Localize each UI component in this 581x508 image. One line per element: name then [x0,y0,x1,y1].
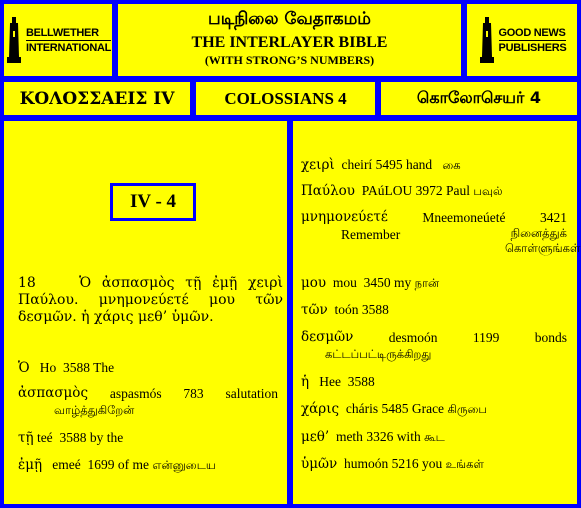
verse-text [18,275,283,326]
verse-label: IV - 4 [110,183,196,221]
word-entry: μου mou 3450 my நான் [301,275,440,291]
tower-icon [5,17,23,63]
word-entry: τῶν toón 3588 [301,302,389,318]
logo-right-line2: PUBLISHERS [498,41,567,54]
tamil-title: படிநிலை வேதாகமம் [208,9,371,29]
bible-subtitle: (WITH STRONG’S NUMBERS) [204,53,375,67]
bellwether-logo [4,4,112,76]
word-entry: ἡ Hee 3588 [301,374,375,390]
left-panel [4,121,287,504]
word-entry: ἐμῇ emeé 1699 of me என்னுடைய [18,457,216,473]
word-entry: Παύλου PAúLOU 3972 Paul பவுல் [301,183,503,199]
verse-number: 18 [18,275,36,291]
word-entry: Ὁ Ho 3588 The [18,360,115,376]
bible-title: THE INTERLAYER BIBLE [191,34,388,51]
word-entry: τῇ teé 3588 by the [18,430,124,446]
logo-left-line1: BELLWETHER [26,26,111,41]
logo-left-line2: INTERNATIONAL [25,41,112,54]
logo-right-line1: GOOD NEWS [498,26,566,39]
word-entry: ἀσπασμὸς aspasmós 783 salutation வாழ்த்துகிறேன் [18,385,278,417]
word-entry: χάρις cháris 5485 Grace கிருபை [301,401,487,417]
title-header [118,4,461,76]
word-entry: δεσμῶν desmoón 1199 bonds கட்டப்பட்டிருக்கிறது [301,329,567,361]
word-entry: μνημονεύετέ Mneemoneúeté 3421 Remember நினைத்துக் கொள்ளுங்கள் [301,209,581,255]
good-news-logo [467,4,577,76]
right-panel [293,121,581,504]
tower-icon [478,17,496,63]
word-entry: χειρὶ cheirí 5495 hand கை [301,157,461,173]
ref-greek: ΚΟΛΟΣΣΑΕΙΣ IV [4,82,190,115]
word-entry: ὑμῶν humoón 5216 you உங்கள் [301,456,484,472]
ref-tamil: கொலோசெயர் 4 [381,82,577,115]
word-entry: μεθ’ meth 3326 with கூட [301,429,445,445]
verse-greek: Ὁ ἀσπασμὸς τῇ ἐμῇ χειρὶ Παύλου. μνημονεύετέ μου τῶν δεσμῶν. ἡ χάρις μεθ’ ὑμῶν. [18,275,283,325]
ref-english: COLOSSIANS 4 [196,82,375,115]
